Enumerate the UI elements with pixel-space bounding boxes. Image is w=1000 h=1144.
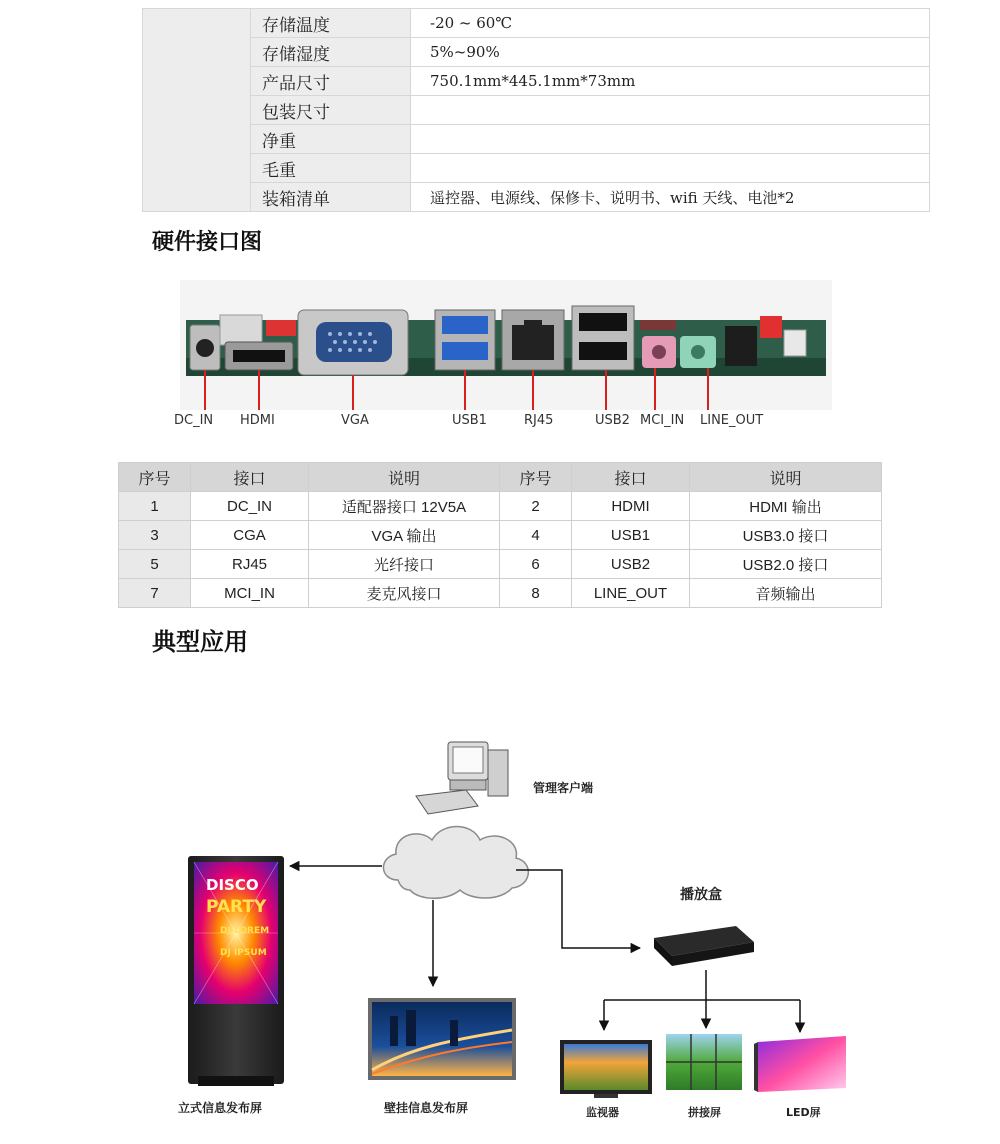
monitor-label: 监视器 bbox=[586, 1106, 619, 1119]
port-label-mci-in: MCI_IN bbox=[640, 413, 685, 428]
cell-desc: HDMI 输出 bbox=[690, 492, 882, 521]
hardware-heading: 硬件接口图 bbox=[152, 230, 263, 255]
cell-port: HDMI bbox=[572, 492, 690, 521]
port-label-vga: VGA bbox=[341, 413, 369, 428]
cell-index: 3 bbox=[119, 521, 191, 550]
col-header-port: 接口 bbox=[572, 463, 690, 492]
led-screen-label: LED屏 bbox=[786, 1106, 821, 1119]
monitor-icon bbox=[560, 1040, 652, 1098]
spec-row bbox=[143, 67, 930, 96]
cell-desc: USB3.0 接口 bbox=[690, 521, 882, 550]
cell-port: CGA bbox=[191, 521, 309, 550]
table-row bbox=[119, 521, 882, 550]
cell-index: 4 bbox=[500, 521, 572, 550]
spec-row bbox=[143, 9, 930, 38]
spec-value bbox=[411, 96, 930, 125]
application-heading: 典型应用 bbox=[152, 628, 248, 656]
standing-display-label: 立式信息发布屏 bbox=[178, 1101, 263, 1115]
col-header-desc: 说明 bbox=[309, 463, 500, 492]
cell-port: LINE_OUT bbox=[572, 579, 690, 608]
port-label-rj45: RJ45 bbox=[524, 413, 554, 428]
table-row bbox=[119, 550, 882, 579]
client-label: 管理客户端 bbox=[533, 781, 594, 795]
spec-row bbox=[143, 38, 930, 67]
port-label-usb2: USB2 bbox=[595, 413, 630, 428]
computer-icon bbox=[416, 742, 508, 814]
cell-desc: 音频输出 bbox=[690, 579, 882, 608]
spec-table bbox=[142, 8, 930, 212]
player-box-label: 播放盒 bbox=[680, 887, 722, 903]
spec-value: 750.1mm*445.1mm*73mm bbox=[411, 67, 930, 96]
cell-index: 2 bbox=[500, 492, 572, 521]
cell-port: USB2 bbox=[572, 550, 690, 579]
standing-kiosk-icon bbox=[188, 856, 284, 1086]
spec-label: 毛重 bbox=[251, 154, 411, 183]
spec-label: 包装尺寸 bbox=[251, 96, 411, 125]
cell-desc: 适配器接口 12V5A bbox=[309, 492, 500, 521]
spec-row bbox=[143, 125, 930, 154]
cell-desc: 光纤接口 bbox=[309, 550, 500, 579]
spec-label: 存储温度 bbox=[251, 9, 411, 38]
spec-label: 净重 bbox=[251, 125, 411, 154]
cloud-icon bbox=[383, 827, 528, 899]
spec-value: 遥控器、电源线、保修卡、说明书、wifi 天线、电池*2 bbox=[411, 183, 930, 212]
board-photo bbox=[180, 280, 832, 410]
spec-label: 装箱清单 bbox=[251, 183, 411, 212]
cell-port: MCI_IN bbox=[191, 579, 309, 608]
cell-port: USB1 bbox=[572, 521, 690, 550]
led-screen-icon bbox=[754, 1036, 846, 1092]
col-header-port: 接口 bbox=[191, 463, 309, 492]
cell-desc: VGA 输出 bbox=[309, 521, 500, 550]
application-diagram bbox=[150, 730, 870, 1130]
splice-wall-icon bbox=[666, 1034, 742, 1090]
spec-row bbox=[143, 96, 930, 125]
spec-value bbox=[411, 154, 930, 183]
cell-desc: 麦克风接口 bbox=[309, 579, 500, 608]
col-header-index: 序号 bbox=[500, 463, 572, 492]
wall-display-label: 壁挂信息发布屏 bbox=[384, 1101, 469, 1115]
cell-index: 6 bbox=[500, 550, 572, 579]
cell-index: 8 bbox=[500, 579, 572, 608]
cell-index: 5 bbox=[119, 550, 191, 579]
cell-desc: USB2.0 接口 bbox=[690, 550, 882, 579]
poster-text-party: PARTY bbox=[206, 897, 267, 917]
port-label-line-out: LINE_OUT bbox=[700, 413, 764, 428]
player-box-icon bbox=[654, 926, 754, 966]
poster-text-disco: DISCO bbox=[206, 876, 259, 894]
port-label-hdmi: HDMI bbox=[240, 413, 275, 428]
spec-value bbox=[411, 125, 930, 154]
col-header-index: 序号 bbox=[119, 463, 191, 492]
col-header-desc: 说明 bbox=[690, 463, 882, 492]
cell-index: 1 bbox=[119, 492, 191, 521]
spec-row bbox=[143, 154, 930, 183]
spec-row bbox=[143, 183, 930, 212]
spec-group-cell bbox=[143, 9, 251, 212]
interface-table bbox=[118, 462, 882, 608]
spec-value: 5%~90% bbox=[411, 38, 930, 67]
splice-wall-label: 拼接屏 bbox=[688, 1106, 721, 1119]
port-label-usb1: USB1 bbox=[452, 413, 487, 428]
interface-header-row bbox=[119, 463, 882, 492]
cell-port: DC_IN bbox=[191, 492, 309, 521]
port-label-dc-in: DC_IN bbox=[174, 413, 214, 428]
cell-port: RJ45 bbox=[191, 550, 309, 579]
spec-value: -20 ~ 60℃ bbox=[411, 9, 930, 38]
table-row bbox=[119, 579, 882, 608]
poster-text-lorem: DJ LOREM bbox=[220, 926, 270, 936]
table-row bbox=[119, 492, 882, 521]
poster-text-ipsum: DJ IPSUM bbox=[220, 948, 267, 958]
wall-display-icon bbox=[368, 998, 516, 1080]
cell-index: 7 bbox=[119, 579, 191, 608]
spec-label: 存储湿度 bbox=[251, 38, 411, 67]
spec-label: 产品尺寸 bbox=[251, 67, 411, 96]
